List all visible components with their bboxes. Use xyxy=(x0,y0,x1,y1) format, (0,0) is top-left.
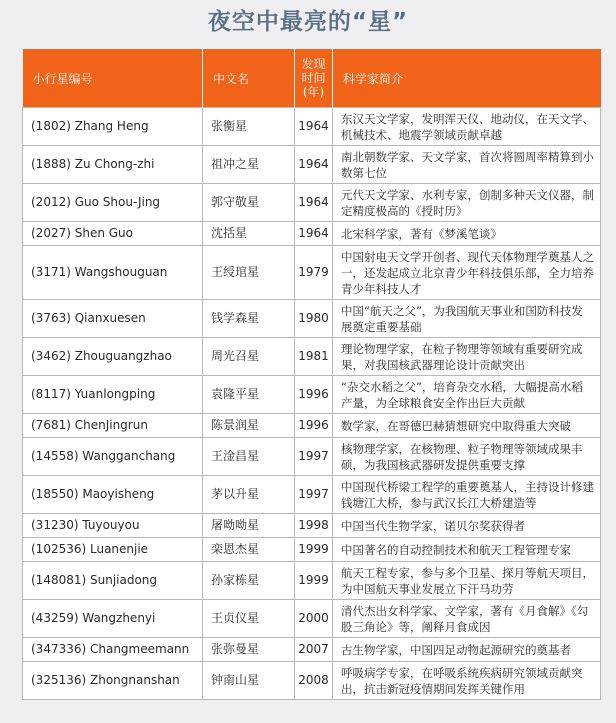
table-row xyxy=(23,146,601,184)
cell-scientist-intro: 东汉天文学家，发明浑天仪、地动仪，在天文学、机械技术、地震学领域贡献卓越 xyxy=(333,108,601,146)
cell-asteroid-id: (347336) Changmeemann xyxy=(23,638,203,662)
table-row xyxy=(23,562,601,600)
cell-asteroid-id: (2027) Shen Guo xyxy=(23,222,203,246)
cell-discovery-year: 1999 xyxy=(295,562,333,600)
table-row xyxy=(23,376,601,414)
table-row xyxy=(23,638,601,662)
cell-discovery-year: 1964 xyxy=(295,222,333,246)
cell-asteroid-id: (43259) Wangzhenyi xyxy=(23,600,203,638)
cell-discovery-year: 1964 xyxy=(295,184,333,222)
cell-chinese-name: 袁隆平星 xyxy=(203,376,295,414)
cell-discovery-year: 1979 xyxy=(295,246,333,300)
cell-discovery-year: 1998 xyxy=(295,514,333,538)
cell-asteroid-id: (18550) Maoyisheng xyxy=(23,476,203,514)
cell-asteroid-id: (3171) Wangshouguan xyxy=(23,246,203,300)
table-row xyxy=(23,300,601,338)
asteroid-table xyxy=(22,49,601,700)
cell-scientist-intro: 北宋科学家，著有《梦溪笔谈》 xyxy=(333,222,601,246)
cell-chinese-name: 钟南山星 xyxy=(203,662,295,700)
cell-scientist-intro: 中国著名的自动控制技术和航天工程管理专家 xyxy=(333,538,601,562)
table-row xyxy=(23,600,601,638)
cell-scientist-intro: 中国当代生物学家，诺贝尔奖获得者 xyxy=(333,514,601,538)
cell-scientist-intro: 南北朝数学家、天文学家，首次将圆周率精算到小数第七位 xyxy=(333,146,601,184)
cell-scientist-intro: 数学家，在哥德巴赫猜想研究中取得重大突破 xyxy=(333,414,601,438)
table-row xyxy=(23,246,601,300)
cell-asteroid-id: (148081) Sunjiadong xyxy=(23,562,203,600)
cell-chinese-name: 陈景润星 xyxy=(203,414,295,438)
table-row xyxy=(23,538,601,562)
cell-scientist-intro: 航天工程专家，参与多个卫星、探月等航天项目，为中国航天事业发展立下汗马功劳 xyxy=(333,562,601,600)
cell-asteroid-id: (1888) Zu Chong-zhi xyxy=(23,146,203,184)
cell-chinese-name: 茅以升星 xyxy=(203,476,295,514)
cell-chinese-name: 孙家栋星 xyxy=(203,562,295,600)
cell-discovery-year: 1964 xyxy=(295,146,333,184)
cell-asteroid-id: (3763) Qianxuesen xyxy=(23,300,203,338)
cell-chinese-name: 栾恩杰星 xyxy=(203,538,295,562)
cell-asteroid-id: (14558) Wangganchang xyxy=(23,438,203,476)
cell-chinese-name: 钱学森星 xyxy=(203,300,295,338)
cell-asteroid-id: (2012) Guo Shou-Jing xyxy=(23,184,203,222)
table-header-row xyxy=(23,49,601,108)
table-row xyxy=(23,222,601,246)
cell-asteroid-id: (102536) Luanenjie xyxy=(23,538,203,562)
header-year-line-3: (年) xyxy=(302,85,325,99)
header-year-line-2: 时间 xyxy=(301,71,326,85)
cell-chinese-name: 张弥曼星 xyxy=(203,638,295,662)
header-scientist-intro: 科学家简介 xyxy=(333,49,601,108)
cell-discovery-year: 1999 xyxy=(295,538,333,562)
cell-scientist-intro: 理论物理学家，在粒子物理等领域有重要研究成果，对我国核武器理论设计贡献突出 xyxy=(333,338,601,376)
cell-discovery-year: 1997 xyxy=(295,438,333,476)
cell-discovery-year: 1996 xyxy=(295,414,333,438)
table-row xyxy=(23,514,601,538)
cell-discovery-year: 1980 xyxy=(295,300,333,338)
table-row xyxy=(23,662,601,700)
cell-scientist-intro: “杂交水稻之父”，培育杂交水稻，大幅提高水稻产量，为全球粮食安全作出巨大贡献 xyxy=(333,376,601,414)
table-row xyxy=(23,438,601,476)
cell-chinese-name: 王贞仪星 xyxy=(203,600,295,638)
cell-discovery-year: 1996 xyxy=(295,376,333,414)
cell-chinese-name: 沈括星 xyxy=(203,222,295,246)
table-row xyxy=(23,108,601,146)
cell-scientist-intro: 中国“航天之父”，为我国航天事业和国防科技发展奠定重要基础 xyxy=(333,300,601,338)
cell-discovery-year: 2008 xyxy=(295,662,333,700)
cell-asteroid-id: (3462) Zhouguangzhao xyxy=(23,338,203,376)
cell-chinese-name: 郭守敬星 xyxy=(203,184,295,222)
table-row xyxy=(23,476,601,514)
cell-scientist-intro: 呼吸病学专家，在呼吸系统疾病研究领域贡献突出，抗击新冠疫情期间发挥关键作用 xyxy=(333,662,601,700)
header-year-line-1: 发现 xyxy=(301,57,326,71)
cell-scientist-intro: 核物理学家，在核物理、粒子物理等领域成果丰硕，为我国核武器研发提供重要支撑 xyxy=(333,438,601,476)
cell-scientist-intro: 古生物学家，中国四足动物起源研究的奠基者 xyxy=(333,638,601,662)
cell-asteroid-id: (7681) ChenJingrun xyxy=(23,414,203,438)
cell-asteroid-id: (8117) Yuanlongping xyxy=(23,376,203,414)
cell-chinese-name: 周光召星 xyxy=(203,338,295,376)
cell-chinese-name: 王淦昌星 xyxy=(203,438,295,476)
cell-scientist-intro: 元代天文学家、水利专家，创制多种天文仪器，制定精度极高的《授时历》 xyxy=(333,184,601,222)
cell-asteroid-id: (31230) Tuyouyou xyxy=(23,514,203,538)
cell-asteroid-id: (325136) Zhongnanshan xyxy=(23,662,203,700)
header-discovery-year xyxy=(295,49,333,108)
page-title: 夜空中最亮的“星” xyxy=(207,9,409,35)
cell-chinese-name: 屠呦呦星 xyxy=(203,514,295,538)
table-row xyxy=(23,338,601,376)
table-row xyxy=(23,414,601,438)
cell-scientist-intro: 中国射电天文学开创者、现代天体物理学奠基人之一，还发起成立北京青少年科技俱乐部，全力培养青少年科技人才 xyxy=(333,246,601,300)
cell-asteroid-id: (1802) Zhang Heng xyxy=(23,108,203,146)
cell-discovery-year: 2007 xyxy=(295,638,333,662)
cell-chinese-name: 王绶琯星 xyxy=(203,246,295,300)
header-asteroid-id: 小行星编号 xyxy=(23,49,203,108)
cell-scientist-intro: 中国现代桥梁工程学的重要奠基人，主持设计修建钱塘江大桥，参与武汉长江大桥建造等 xyxy=(333,476,601,514)
cell-scientist-intro: 清代杰出女科学家、文学家，著有《月食解》《勾股三角论》等，阐释月食成因 xyxy=(333,600,601,638)
cell-discovery-year: 2000 xyxy=(295,600,333,638)
cell-discovery-year: 1964 xyxy=(295,108,333,146)
cell-chinese-name: 张衡星 xyxy=(203,108,295,146)
cell-chinese-name: 祖冲之星 xyxy=(203,146,295,184)
header-chinese-name: 中文名 xyxy=(203,49,295,108)
table-row xyxy=(23,184,601,222)
cell-discovery-year: 1981 xyxy=(295,338,333,376)
cell-discovery-year: 1997 xyxy=(295,476,333,514)
